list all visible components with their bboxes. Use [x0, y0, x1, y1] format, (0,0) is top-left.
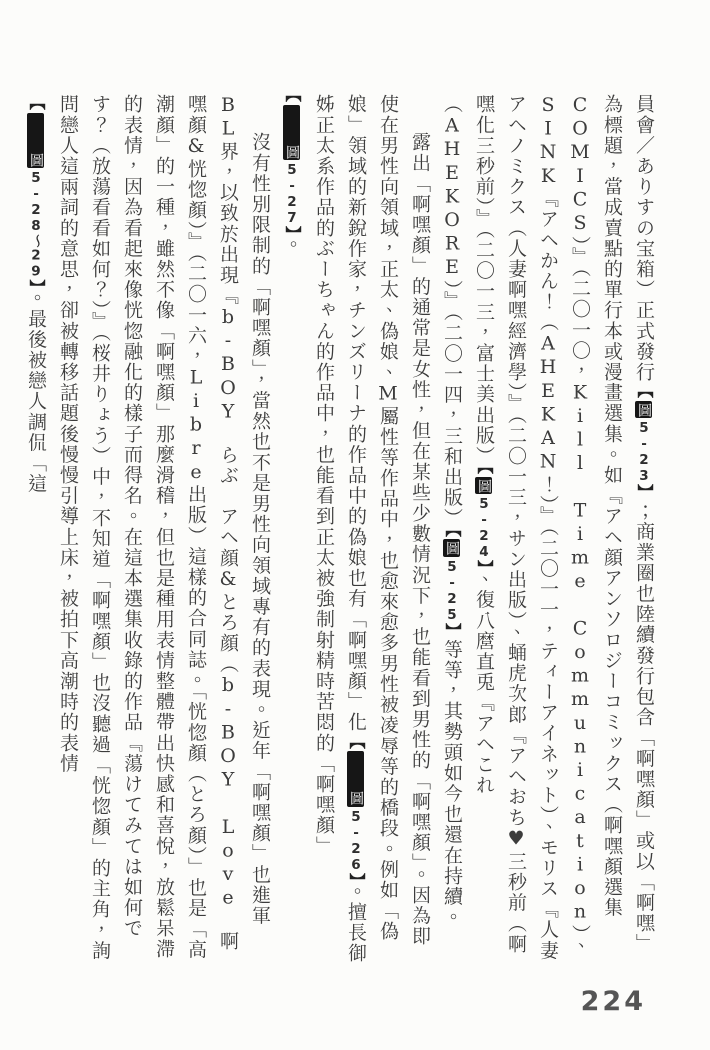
figure-reference-open-bracket: 【	[283, 94, 302, 103]
figure-reference-number: 5-24	[476, 496, 492, 561]
figure-reference-number: 5-23	[636, 420, 652, 485]
figure-label-icon: 圖	[27, 113, 44, 169]
paragraph: 沒有性別限制的「啊嘿顏」，當然也不是男性向領域專有的表現。近年「啊嘿顏」也進軍BL界，以致於出現『b-BOY らぶ アヘ顔&とろ顔（b-BOY Love 啊嘿顏&恍惚顏）』（二〇一六，Libre出版）這樣的合同誌。「恍惚顏（とろ顏）」也是「高潮顏」的一種，雖然不像「啊嘿顏」那麼滑稽，但也是種用表情整體帶出快感和喜悅，放鬆呆滯的表情，因為看起來像恍惚融化的樣子而得名。在這本選集收錄的作品『蕩けてみては如何です？（放蕩看看如何？）』（桜井りょう）中，不知道「啊嘿顏」也沒聽過「恍惚顏」的主角，詢問戀人這兩詞的意思，卻被轉移話題後慢慢引導上床，被拍下高潮時的表情【圖5-28～29】。最後被戀人調侃「這	[25, 94, 271, 961]
figure-reference-close-bracket: 】	[347, 872, 366, 882]
figure-reference-close-bracket: 】	[635, 484, 654, 501]
figure-reference	[441, 529, 463, 640]
figure-label-icon: 圖	[444, 541, 460, 556]
figure-reference-number: 5-28～29	[28, 170, 44, 280]
article-text	[20, 94, 660, 964]
figure-reference-open-bracket: 【	[475, 466, 494, 475]
page-number: 224	[580, 986, 646, 1017]
figure-label-icon: 圖	[476, 478, 492, 494]
figure-reference-open-bracket: 【	[27, 94, 46, 111]
figure-reference-open-bracket: 【	[347, 732, 366, 750]
figure-reference-close-bracket: 】	[475, 560, 494, 569]
figure-label-icon: 圖	[636, 402, 652, 418]
figure-reference	[25, 94, 47, 288]
figure-reference-close-bracket: 】	[443, 622, 462, 640]
figure-reference-close-bracket: 】	[283, 226, 302, 235]
paragraph: 員會／ありすの宝箱）正式發行【圖5-23】；商業圈也陸續發行包含「啊嘿顏」或以「啊嘿」為標題，當成賣點的單行本或漫畫選集。如『アヘ顔アンソロジーコミックス（啊嘿顏選集COMICS）』（二〇一〇，Kill Time Communication）、SINK『アヘかん！（AHEKAN！）』（二〇一一，ティーアイネット）、モリス『人妻アヘノミクス（人妻啊嘿經濟學）』（二〇一三，サン出版）、蛹虎次郎『アヘおち♥三秒前（啊嘿化三秒前）』（二〇一三，富士美出版）【圖5-24】、復八麿直兎『アヘこれ（AHEKORE）』（二〇一四，三和出版）【圖5-25】等等，其勢頭如今也還在持續。	[441, 94, 655, 961]
figure-label-icon: 圖	[347, 751, 364, 807]
figure-reference	[633, 382, 655, 501]
paragraph: 露出「啊嘿顏」的通常是女性，但在某些少數情況下，也能看到男性的「啊嘿顏」。因為即使在男性向領域，正太、偽娘、M屬性等作品中，也愈來愈多男性被凌辱等的橋段。例如「偽娘」領域的新銳作家，チンズリーナ的作品中的偽娘也有「啊嘿顏」化【圖5-26】。擅長御姊正太系作品的ぶーちゃん的作品中，也能看到正太被強制射精時苦悶的「啊嘿顏」【圖5-27】。	[281, 94, 431, 964]
figure-reference	[345, 733, 367, 882]
figure-label-icon: 圖	[283, 105, 300, 161]
figure-reference-open-bracket: 【	[443, 528, 462, 538]
figure-reference-number: 5-25	[444, 558, 460, 623]
figure-reference-number: 5-26	[348, 808, 364, 873]
figure-reference-close-bracket: 】	[27, 279, 46, 288]
figure-reference	[281, 94, 303, 235]
figure-reference-number: 5-27	[284, 162, 300, 226]
figure-reference	[473, 466, 495, 569]
figure-reference-open-bracket: 【	[635, 382, 654, 399]
